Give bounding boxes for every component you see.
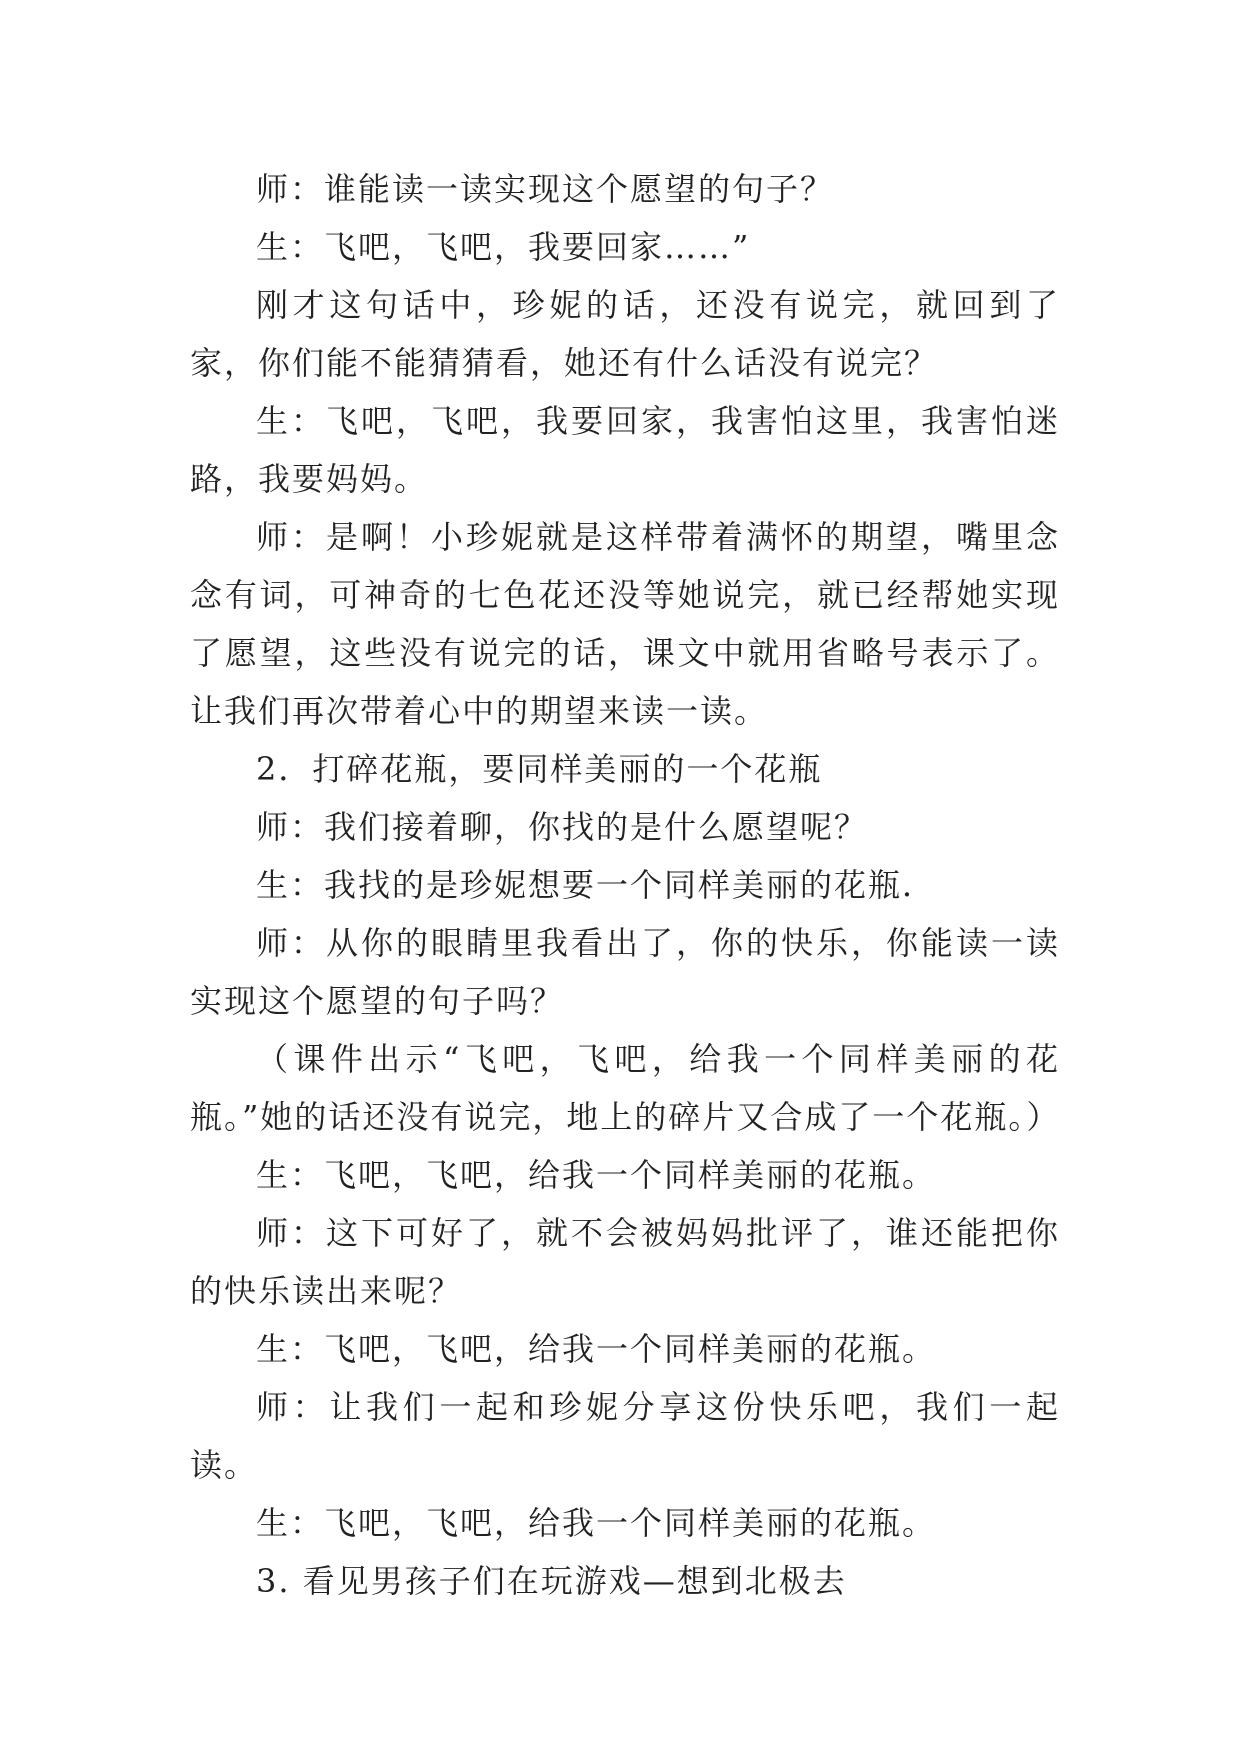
paragraph: 生：飞吧，飞吧，给我一个同样美丽的花瓶。 bbox=[256, 1156, 937, 1194]
section-heading: 2．打碎花瓶，要同样美丽的一个花瓶 bbox=[256, 750, 823, 788]
paragraph: 生：我找的是珍妮想要一个同样美丽的花瓶． bbox=[256, 866, 937, 904]
paragraph: （课件出示“飞吧，飞吧，给我一个同样美丽的花瓶。”她的话还没有说完，地上的碎片又合成了一个花瓶。） bbox=[190, 1040, 1061, 1136]
paragraph: 生：飞吧，飞吧，给我一个同样美丽的花瓶。 bbox=[256, 1504, 937, 1542]
paragraph: 生：飞吧，飞吧，给我一个同样美丽的花瓶。 bbox=[256, 1330, 937, 1368]
paragraph: 师：从你的眼睛里我看出了，你的快乐，你能读一读实现这个愿望的句子吗？ bbox=[190, 924, 1060, 1020]
paragraph: 师：让我们一起和珍妮分享这份快乐吧，我们一起读。 bbox=[190, 1388, 1060, 1484]
paragraph: 师：谁能读一读实现这个愿望的句子？ bbox=[256, 170, 835, 208]
paragraph: 师：这下可好了，就不会被妈妈批评了，谁还能把你的快乐读出来呢？ bbox=[190, 1214, 1060, 1310]
paragraph: 师：我们接着聊，你找的是什么愿望呢？ bbox=[256, 808, 869, 846]
paragraph: 师：是啊！小珍妮就是这样带着满怀的期望，嘴里念念有词，可神奇的七色花还没等她说完，就已经帮她实现了愿望，这些没有说完的话，课文中就用省略号表示了。让我们再次带着心中的期望来读一读。 bbox=[190, 518, 1060, 730]
paragraph: 生：飞吧，飞吧，我要回家，我害怕这里，我害怕迷路，我要妈妈。 bbox=[190, 402, 1060, 498]
document-body bbox=[190, 160, 1060, 1610]
paragraph: 生：飞吧，飞吧，我要回家……” bbox=[256, 228, 751, 266]
paragraph: 刚才这句话中，珍妮的话，还没有说完，就回到了家，你们能不能猜猜看，她还有什么话没有说完？ bbox=[190, 286, 1060, 382]
section-heading: 3. 看见男孩子们在玩游戏—想到北极去 bbox=[256, 1562, 847, 1600]
